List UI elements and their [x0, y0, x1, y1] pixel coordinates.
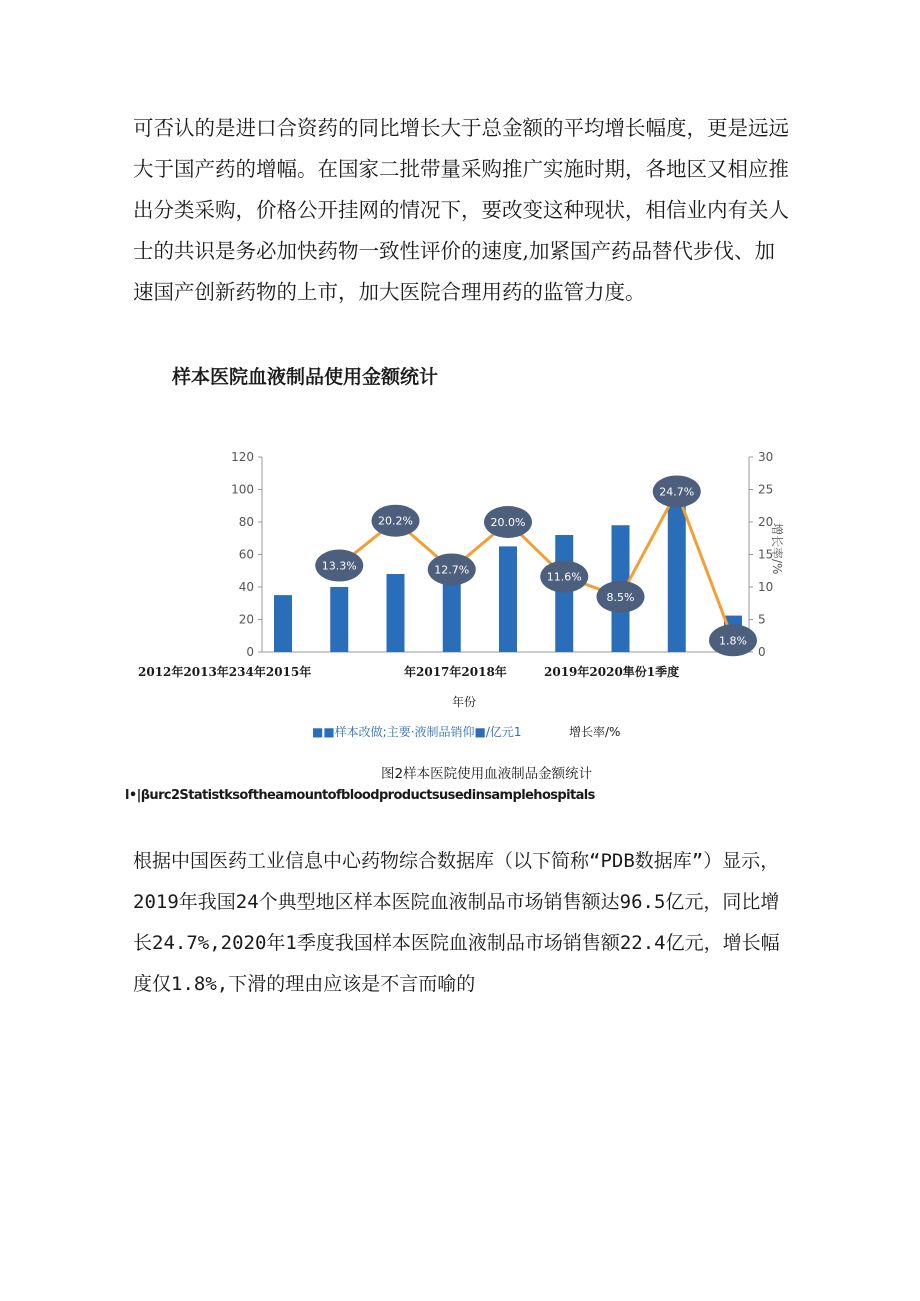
body-paragraph-2: 根据中国医药工业信息中心药物综合数据库（以下简称“PDB数据库”）显示，2019年我国24个典型地区样本医院血液制品市场销售额达96.5亿元，同比增长24.7%,2020年1季度我国样本医院血液制品市场销售额22.4亿元，增长幅度仅1.8%,下滑的理由应该是不言而喻的: [133, 850, 780, 995]
bar: [274, 595, 292, 652]
left-tick-label: 0: [246, 645, 254, 659]
legend-bar-label: ■■样本改做;主要·液制品销仰■/亿元1: [312, 725, 522, 739]
x-axis-title: 年份: [452, 695, 477, 709]
growth-data-label: 8.5%: [606, 590, 635, 604]
right-tick-label: 30: [758, 450, 774, 464]
growth-data-label: 11.6%: [546, 570, 582, 584]
bar: [499, 546, 517, 652]
left-tick-label: 20: [238, 612, 254, 627]
growth-data-label: 24.7%: [659, 485, 695, 499]
growth-data-label: 1.8%: [719, 634, 747, 648]
figure-caption-en: l•|βurc2Statistksoftheamountofbloodproductsusedinsamplehospitals: [125, 788, 595, 803]
right-tick-label: 20: [758, 515, 774, 529]
right-tick-label: 15: [758, 547, 774, 562]
right-axis-title: 增长率/%: [770, 523, 784, 575]
section-title: 样本医院血液制品使用金额统计: [172, 366, 439, 388]
x-tick-label-group-1: 2012年2013年234年2015年: [138, 665, 312, 679]
left-tick-label: 40: [238, 580, 254, 594]
growth-data-label: 13.3%: [321, 559, 357, 573]
growth-data-label: 12.7%: [434, 563, 470, 577]
bar: [668, 495, 686, 652]
bar: [555, 535, 573, 652]
left-tick-label: 100: [231, 482, 254, 497]
legend-bar-series: [312, 723, 522, 740]
right-tick-label: 25: [758, 482, 774, 497]
right-tick-label: 10: [758, 580, 774, 594]
figure-caption-cn: 图2样本医院使用血液制品金额统计: [381, 766, 593, 782]
x-tick-label-group-2: 年2017年2018年: [404, 665, 507, 679]
right-tick-label: 5: [758, 612, 766, 627]
right-tick-label: 0: [758, 645, 766, 659]
legend-line-series: [569, 723, 620, 740]
growth-data-label: 20.2%: [378, 514, 413, 528]
blood-products-chart: [225, 445, 785, 660]
growth-data-label: 20.0%: [490, 516, 526, 529]
x-tick-label-group-3: 2019年2020隼份1季度: [544, 665, 680, 679]
bar: [387, 574, 405, 652]
left-tick-label: 80: [238, 515, 254, 529]
bar: [330, 587, 348, 652]
legend-line-label: 增长率/%: [569, 725, 621, 739]
left-tick-label: 60: [238, 547, 254, 562]
left-tick-label: 120: [231, 450, 254, 464]
body-paragraph-1: 可否认的是进口合资药的同比增长大于总金额的平均增长幅度，更是远远大于国产药的增幅。在国家二批带量采购推广实施时期，各地区又相应推出分类采购，价格公开挂网的情况下，要改变这种现状，相信业内有关人士的共识是务必加快药物一致性评价的速度,加紧国产药品替代步伐、加速国产创新药物的上市，加大医院合理用药的监管力度。: [133, 116, 789, 304]
